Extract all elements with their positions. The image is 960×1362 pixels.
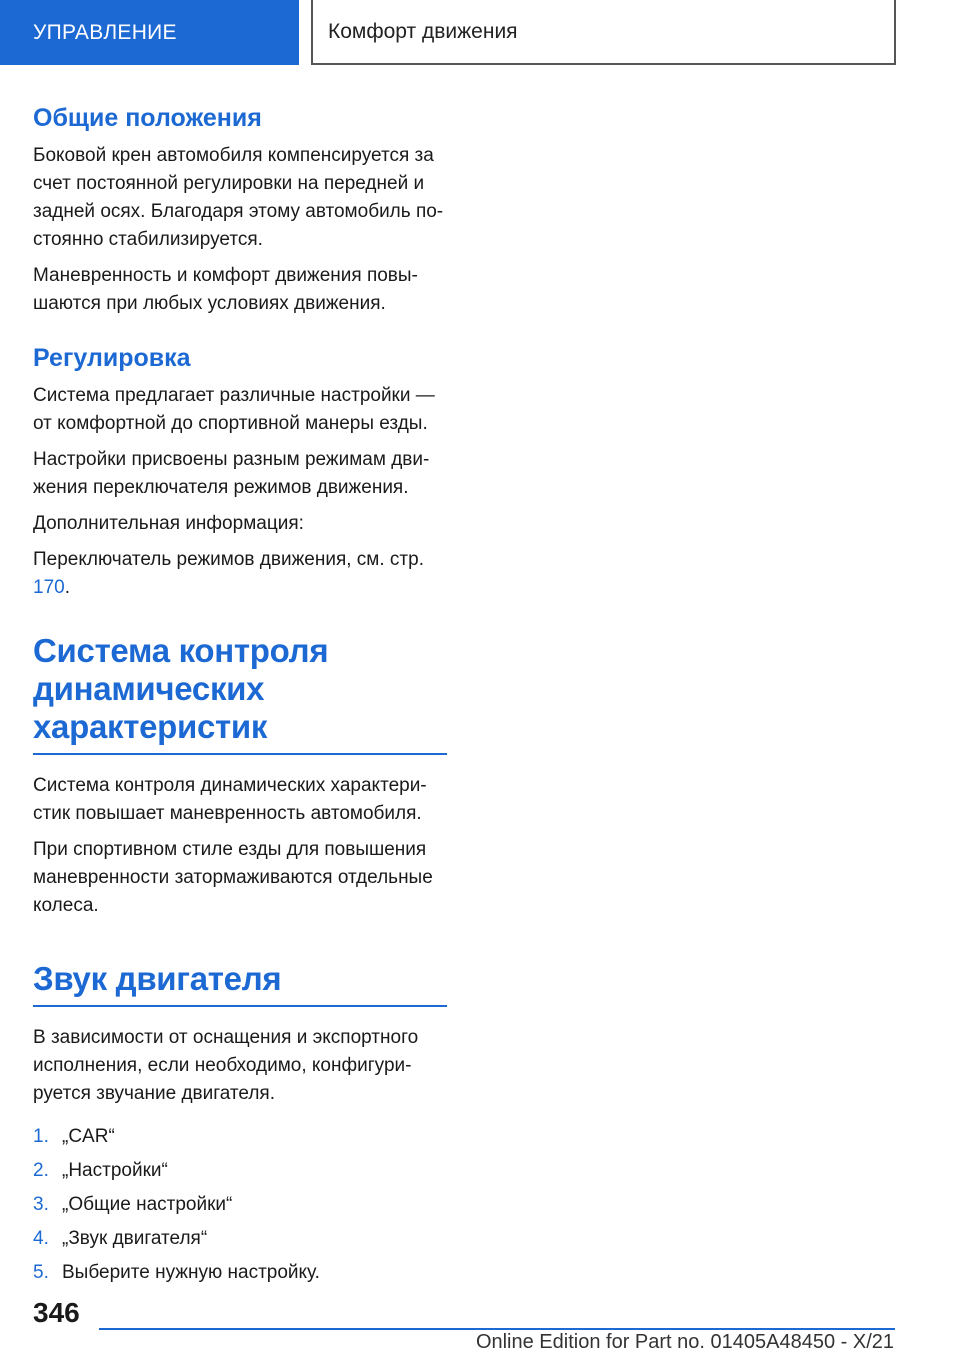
step-number: 5. [33, 1262, 49, 1283]
step-text: Выберите нужную настройку. [62, 1262, 320, 1283]
page-link[interactable]: 170 [33, 577, 65, 598]
heading-general: Общие положения [33, 104, 262, 132]
chapter-tab [311, 0, 896, 65]
reference-text: Переключатель режимов движения, см. стр. [33, 549, 424, 570]
reference-end: . [64, 577, 70, 598]
footer-edition: Online Edition for Part no. 01405A48450 - X/21 [475, 1331, 894, 1353]
paragraph: Система контроля динамических характери-стик повышает маневренность автомобиля. [33, 775, 427, 824]
paragraph: Настройки присвоены разным режимам дви-жения переключателя режимов движения. [33, 449, 430, 498]
heading-engine-sound: Звук двигателя [33, 960, 282, 997]
page-number: 346 [33, 1297, 80, 1328]
step-number: 3. [33, 1194, 49, 1215]
heading-adjustment: Регулировка [33, 344, 191, 372]
list-item [33, 1256, 447, 1290]
heading-rule [33, 1005, 447, 1007]
paragraph: В зависимости от оснащения и экспортного исполнения, если необходимо, конфигури-руется звучание двигателя. [33, 1027, 419, 1104]
list-item [33, 1154, 447, 1188]
paragraph: Дополнительная информация: [33, 513, 304, 534]
step-text: „Звук двигателя“ [62, 1228, 208, 1249]
page-content [33, 100, 447, 1290]
step-text: „Настройки“ [62, 1160, 168, 1181]
steps-list [33, 1120, 447, 1290]
chapter-title: Комфорт движения [328, 19, 518, 43]
section-title: УПРАВЛЕНИЕ [33, 20, 177, 44]
list-item [33, 1188, 447, 1222]
paragraph-reference [33, 546, 447, 602]
paragraph: Маневренность и комфорт движения повы-шаются при любых условиях движения. [33, 265, 418, 314]
step-number: 1. [33, 1126, 49, 1147]
list-item [33, 1222, 447, 1256]
paragraph: При спортивном стиле езды для повышения маневренности затормаживаются отдельные колеса. [33, 839, 433, 916]
step-number: 4. [33, 1228, 49, 1249]
step-text: „CAR“ [62, 1126, 115, 1147]
footer-rule [99, 1328, 895, 1330]
section-tab [0, 0, 299, 65]
list-item [33, 1120, 447, 1154]
heading-rule [33, 753, 447, 755]
step-number: 2. [33, 1160, 49, 1181]
paragraph: Система предлагает различные настройки — от комфортной до спортивной манеры езды. [33, 385, 435, 434]
paragraph: Боковой крен автомобиля компенсируется за счет постоянной регулировки на передней и задней осях. Благодаря этому автомобиль по-стоянно стабилизируется. [33, 145, 444, 250]
heading-dynamics: Система контроля динамических характеристик [33, 632, 329, 745]
step-text: „Общие настройки“ [62, 1194, 233, 1215]
